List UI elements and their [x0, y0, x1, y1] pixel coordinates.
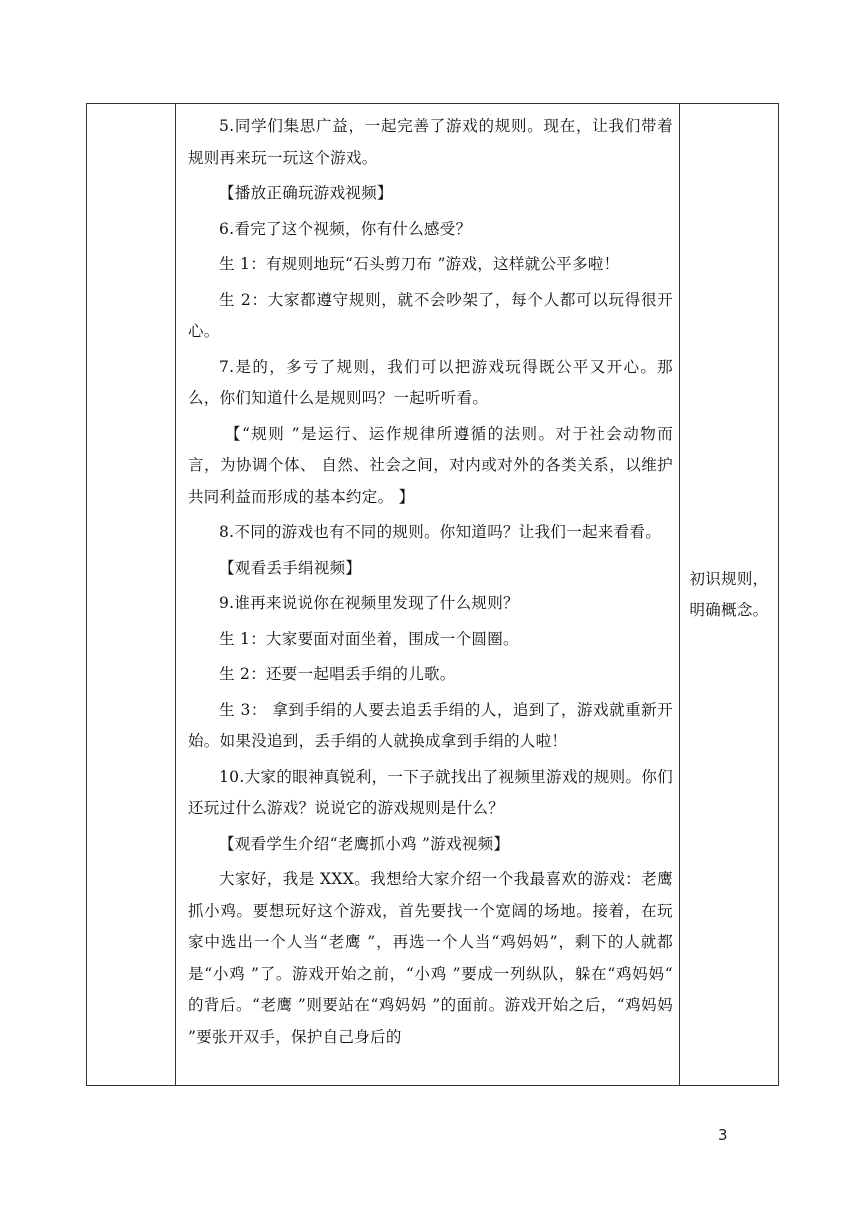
paragraph-video-note: 【播放正确玩游戏视频】: [219, 184, 393, 202]
paragraph-handkerchief-video: 【观看丢手绢视频】: [219, 558, 362, 577]
design-intent-line-2: 明确概念。: [689, 600, 769, 619]
paragraph-9: 9.谁再来说说你在视频里发现了什么规则？: [219, 594, 519, 612]
paragraph-7: 7.是的，多亏了规则，我们可以把游戏玩得既公平又开心。那么，你们知道什么是规则吗？一起听听看。: [188, 357, 673, 407]
paragraph-student-answer-2: 生 2：还要一起唱丢手绢的儿歌。: [219, 665, 456, 683]
paragraph-6: 6.看完了这个视频，你有什么感受？: [219, 219, 472, 238]
design-intent-cell: [680, 104, 779, 1086]
lesson-table: [86, 103, 779, 1086]
paragraph-student-1: 生 1：有规则地玩“石头剪刀布 ”游戏，这样就公平多啦！: [219, 255, 620, 273]
paragraph-rule-definition: 【“规则 ”是运行、运作规律所遵循的法则。对于社会动物而言，为协调个体、 自然、社会之间，对内或对外的各类关系，以维护共同利益而形成的基本约定。 】: [188, 424, 673, 506]
paragraph-student-answer-3: 生 3： 拿到手绢的人要去追丢手绢的人，追到了，游戏就重新开始。如果没追到，丢手绢的人就换成拿到手绢的人啦！: [188, 700, 673, 750]
paragraph-student-2: 生 2：大家都遵守规则，就不会吵架了，每个人都可以玩得很开心。: [188, 290, 673, 340]
paragraph-10: 10.大家的眼神真锐利，一下子就找出了视频里游戏的规则。你们还玩过什么游戏？说说它的游戏规则是什么？: [188, 767, 673, 817]
content-cell: [176, 104, 680, 1086]
paragraph-student-answer-1: 生 1：大家要面对面坐着，围成一个圆圈。: [219, 629, 519, 648]
paragraph-eagle-video: 【观看学生介绍“老鹰抓小鸡 ”游戏视频】: [219, 834, 510, 853]
design-intent-line-1: 初识规则，: [689, 569, 769, 588]
left-cell: [87, 104, 176, 1086]
paragraph-8: 8.不同的游戏也有不同的规则。你知道吗？让我们一起来看看。: [219, 523, 661, 541]
paragraph-5: 5.同学们集思广益，一起完善了游戏的规则。现在，让我们带着规则再来玩一玩这个游戏。: [188, 117, 673, 167]
paragraph-eagle-intro: 大家好，我是 XXX。我想给大家介绍一个我最喜欢的游戏：老鹰抓小鸡。要想玩好这个游戏，首先要找一个宽阔的场地。接着，在玩家中选出一个人当“老鹰 ”，再选一个人当“鸡妈妈”，剩下的人就都是“小鸡 ”了。游戏开始之前，“小鸡 ”要成一列纵队，躲在“鸡妈妈“ 的背后。“老鹰 ”则要站在“鸡妈妈 ”的面前。游戏开始之后，“鸡妈妈 ”要张开双手，保护自己身后的: [188, 870, 673, 1046]
table-row: [87, 104, 779, 1086]
content-body: [176, 104, 679, 1053]
page-number: 3: [718, 1126, 728, 1144]
